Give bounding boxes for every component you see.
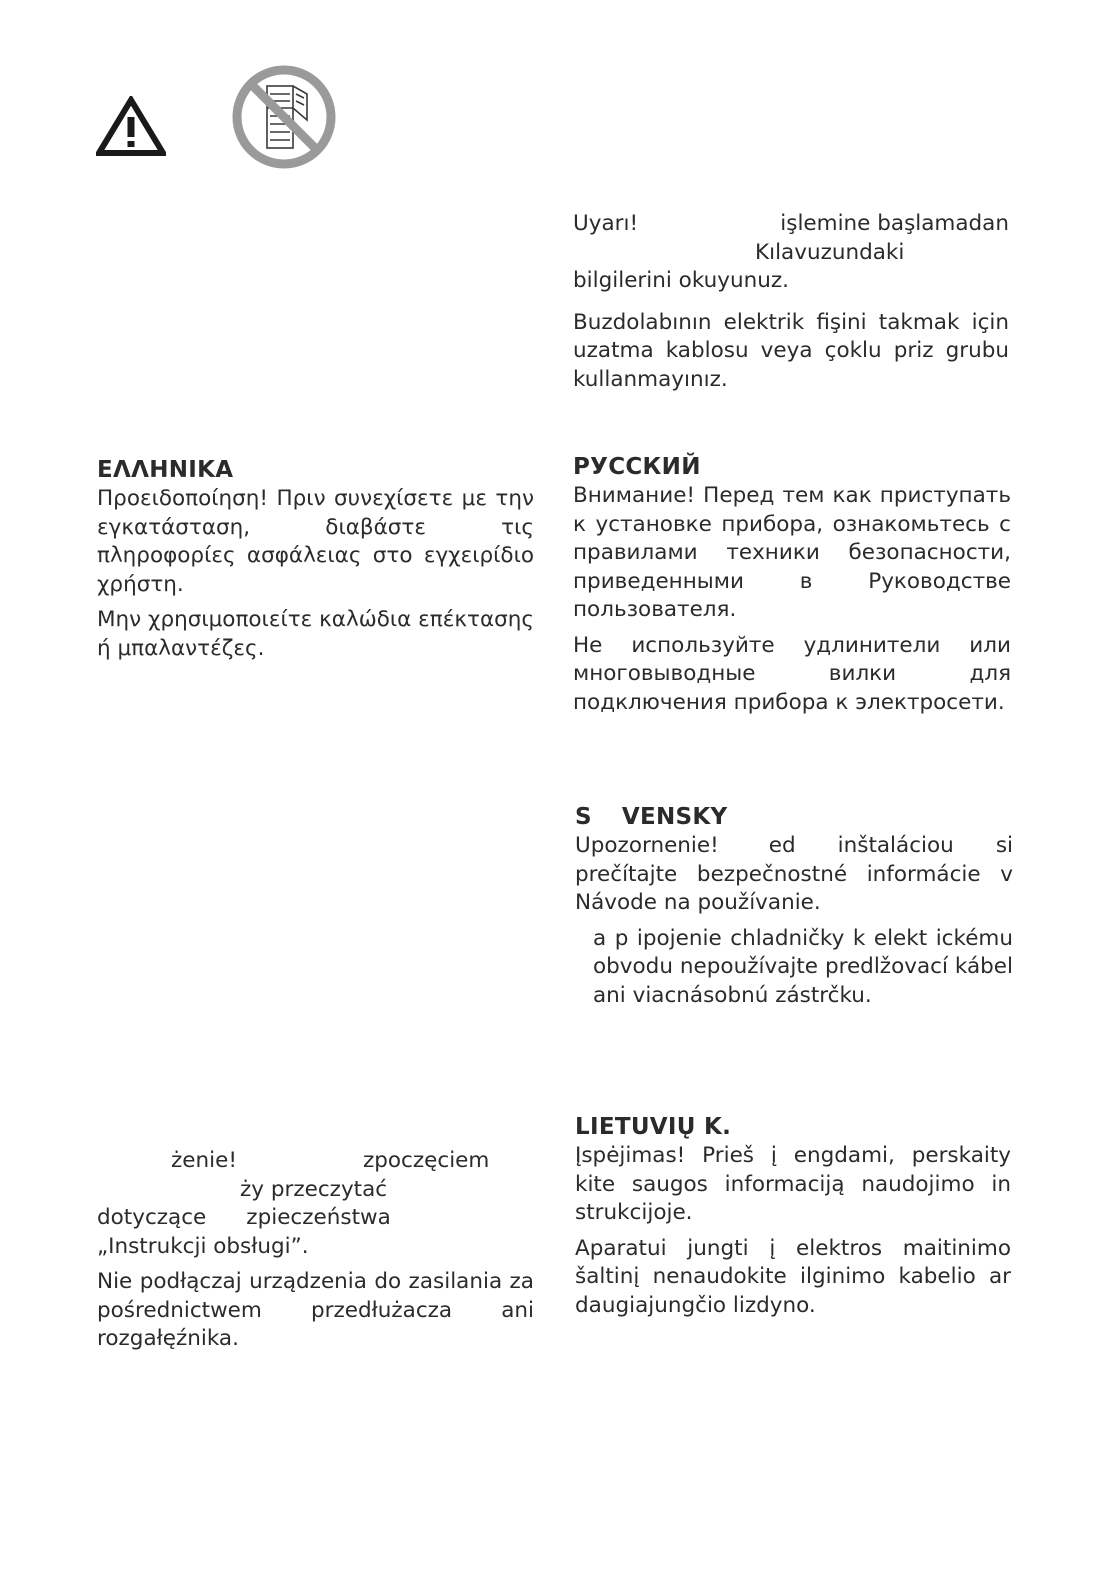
slovak-cable-warning: a p ipojenie chladničky k elekt ickému obvodu nepoužívajte predlžovací kábel ani viacnásobnú zástrčku. [593, 925, 1013, 1008]
turkish-cable-warning: Buzdolabının elektrik fişini takmak için uzatma kablosu veya çoklu priz grubu kullanmayınız. [573, 309, 1009, 392]
turkish-warning-line-2: Kılavuzundaki [755, 239, 905, 265]
greek-section [97, 455, 534, 670]
lithuanian-heading: LIETUVIŲ K. [575, 1114, 732, 1140]
polish-warning-line-1: żenie! zpoczęciem [171, 1148, 490, 1173]
polish-warning-line-3: dotyczące zpieczeństwa [97, 1205, 391, 1230]
greek-cable-warning: Μην χρησιμοποιείτε καλώδια επέκτασης ή μπαλαντέζες. [97, 607, 534, 661]
slovak-warning-text: Upozornenie! ed inštaláciou si prečítajte bezpečnostné informácie v Návode na používanie. [575, 833, 1013, 915]
slovak-section [575, 802, 1013, 1017]
russian-section [573, 452, 1011, 724]
lithuanian-warning-text: Įspėjimas! Prieš į engdami, perskaity kite saugos informaciją naudojimo in strukcijoje. [575, 1143, 1011, 1225]
greek-heading: ΕΛΛΗΝΙΚΑ [97, 457, 234, 483]
turkish-warning-line-3: bilgilerini okuyunuz. [573, 268, 789, 293]
slovak-heading: S VENSKY [575, 804, 728, 830]
polish-warning-line-4: „Instrukcji obsługi”. [97, 1233, 309, 1259]
lithuanian-cable-warning: Aparatui jungti į elektros maitinimo šaltinį nenaudokite ilginimo kabelio ar daugiajungčio lizdyno. [575, 1235, 1011, 1318]
turkish-warning-line-1: Uyarı! işlemine başlamadan [573, 210, 1009, 239]
russian-cable-warning: Не используйте удлинители или многовыводные вилки для подключения прибора к электросети. [573, 632, 1011, 715]
greek-warning-text: Προειδοποίηση! Πριν συνεχίσετε με την εγκατάσταση, διαβάστε τις πληροφορίες ασφάλειας στο εγχειρίδιο χρήστη. [97, 486, 534, 597]
turkish-section [573, 210, 1009, 401]
no-extension-cord-fridge-icon [231, 64, 337, 170]
polish-warning-line-2: ży przeczytać [240, 1176, 388, 1202]
warning-triangle-icon [96, 96, 166, 156]
russian-heading: РУССКИЙ [573, 454, 701, 480]
turkish-warning-label: Uyarı! [573, 211, 639, 236]
polish-cable-warning: Nie podłączaj urządzenia do zasilania za pośrednictwem przedłużacza ani rozgałęźnika. [97, 1269, 534, 1351]
russian-warning-text: Внимание! Перед тем как приступать к установке прибора, ознакомьтесь с правилами техники безопасности, приведенными в Руководстве пользователя. [573, 483, 1011, 622]
polish-section [97, 1147, 534, 1361]
lithuanian-section [575, 1112, 1011, 1327]
